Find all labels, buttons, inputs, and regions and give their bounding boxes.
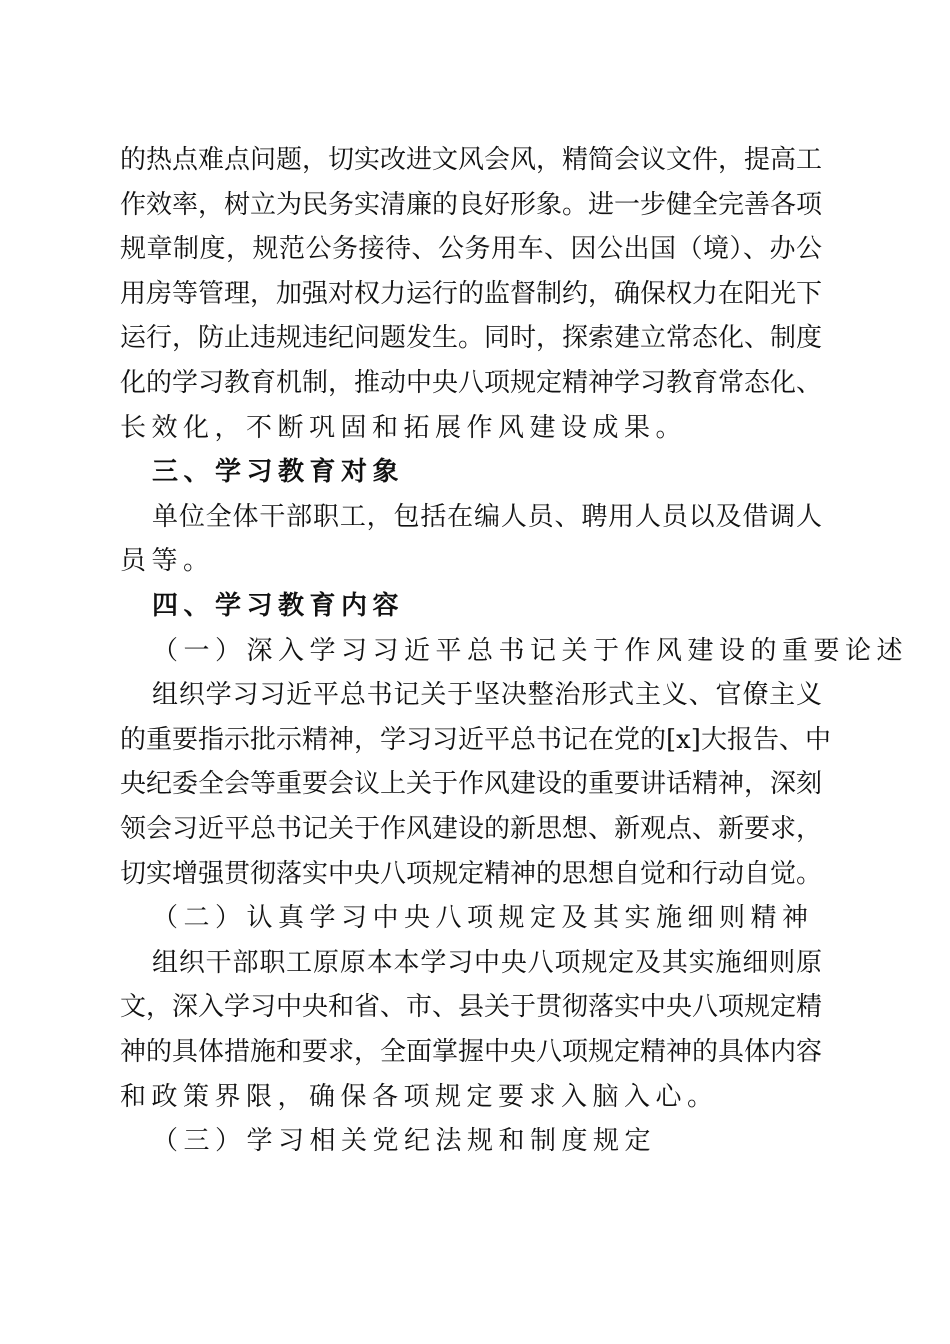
subsection-heading: （三）学习相关党纪法规和制度规定	[152, 1126, 657, 1157]
paragraph-line: 单位全体干部职工，包括在编人员、聘用人员以及借调人	[152, 501, 822, 532]
paragraph-line: 员等。	[120, 546, 215, 577]
paragraph-line: 组织干部职工原原本本学习中央八项规定及其实施细则原	[152, 947, 822, 978]
paragraph-line: 领会习近平总书记关于作风建设的新思想、新观点、新要求，	[120, 814, 823, 844]
section-heading: 四、学习教育内容	[152, 591, 405, 621]
paragraph-line: 切实增强贯彻落实中央八项规定精神的思想自觉和行动自觉。	[120, 858, 823, 889]
paragraph-line: 央纪委全会等重要会议上关于作风建设的重要讲话精神，深刻	[120, 769, 823, 800]
paragraph-line: 规章制度，规范公务接待、公务用车、因公出国（境）、办公	[120, 234, 822, 265]
paragraph-line: 组织学习习近平总书记关于坚决整治形式主义、官僚主义	[152, 680, 822, 711]
paragraph-line: 作效率，树立为民务实清廉的良好形象。进一步健全完善各项	[120, 189, 823, 220]
paragraph-line: 长效化，不断巩固和拓展作风建设成果。	[120, 412, 688, 443]
subsection-heading: （二）认真学习中央八项规定及其实施细则精神	[152, 903, 814, 934]
paragraph-line: 文，深入学习中央和省、市、县关于贯彻落实中央八项规定精	[120, 992, 823, 1023]
paragraph-line: 神的具体措施和要求，全面掌握中央八项规定精神的具体内容	[120, 1037, 823, 1067]
section-heading: 三、学习教育对象	[152, 457, 405, 488]
paragraph-line: 运行，防止违规违纪问题发生。同时，探索建立常态化、制度	[120, 323, 823, 354]
paragraph-line: 的重要指示批示精神，学习习近平总书记在党的[x]大报告、中	[120, 724, 831, 755]
paragraph-line: 化的学习教育机制，推动中央八项规定精神学习教育常态化、	[120, 368, 823, 398]
paragraph-line: 用房等管理，加强对权力运行的监督制约，确保权力在阳光下	[120, 278, 823, 309]
subsection-heading: （一）深入学习习近平总书记关于作风建设的重要论述	[152, 635, 909, 666]
paragraph-line: 和政策界限，确保各项规定要求入脑入心。	[120, 1081, 719, 1112]
paragraph-line: 的热点难点问题，切实改进文风会风，精简会议文件，提高工	[120, 145, 823, 175]
